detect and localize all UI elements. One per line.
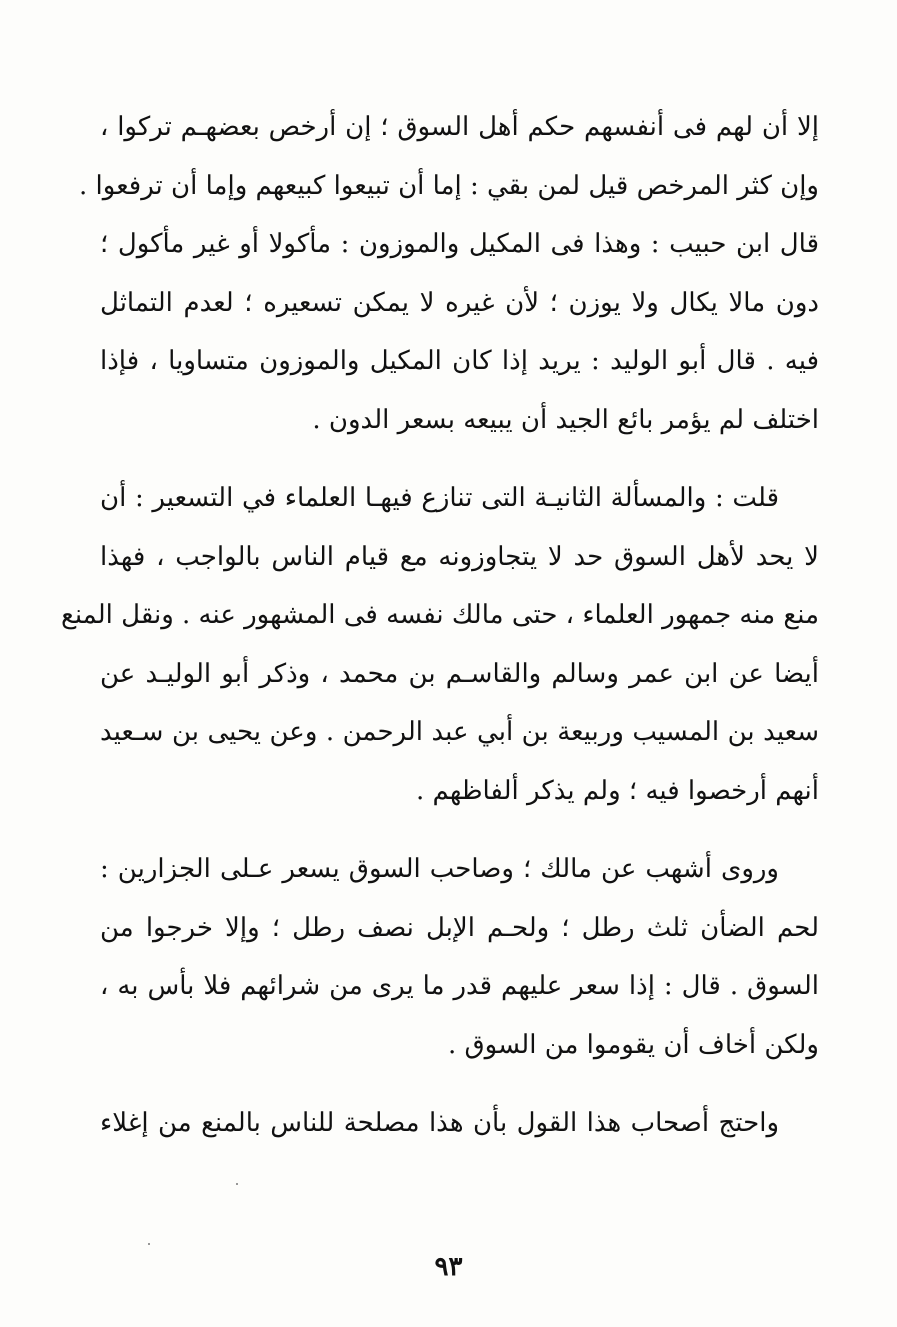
paragraph-2 [61,469,819,820]
text-line: قلت : والمسألة الثانيـة التى تنازع فيهـا العلماء في التسعير : أن [100,483,779,513]
text-line: لا يحد لأهل السوق حد لا يتجاوزونه مع قيام الناس بالواجب ، فهذا [100,541,819,572]
text-line: إلا أن لهم فى أنفسهم حكم أهل السوق ؛ إن أرخص بعضهـم تركوا ، [100,112,819,142]
text-line: فيه . قال أبو الوليد : يريد إذا كان المكيل والموزون متساويا ، فإذا [100,346,819,376]
text-line: منع منه جمهور العلماء ، حتى مالك نفسه فى المشهور عنه . ونقل المنع [61,600,819,630]
text-line: وإن كثر المرخص قيل لمن بقي : إما أن تبيعوا كبيعهم وإما أن ترفعوا . [79,170,819,201]
paragraph-4 [100,1094,819,1153]
text-line: واحتج أصحاب هذا القول بأن هذا مصلحة للناس بالمنع من إغلاء [100,1108,779,1138]
text-line: اختلف لم يؤمر بائع الجيد أن يبيعه بسعر الدون . [312,404,819,435]
text-line: أيضا عن ابن عمر وسالم والقاسـم بن محمد ، وذكر أبو الوليـد عن [100,658,819,689]
text-line: دون مالا يكال ولا يوزن ؛ لأن غيره لا يمكن تسعيره ؛ لعدم التماثل [100,287,819,318]
text-line: ولكن أخاف أن يقوموا من السوق . [447,1029,819,1060]
text-line: سعيد بن المسيب وربيعة بن أبي عبد الرحمن . وعن يحيى بن سـعيد [100,717,819,747]
body-text [61,98,819,1153]
text-line: قال ابن حبيب : وهذا فى المكيل والموزون : مأكولا أو غير مأكول ؛ [100,229,819,259]
page-number: ٩٣ [434,1252,463,1282]
scan-speck [148,1243,150,1245]
paragraph-gap [100,1074,819,1094]
text-line: أنهم أرخصوا فيه ؛ ولم يذكر ألفاظهم . [416,775,819,806]
paragraph-1 [79,98,819,449]
scan-speck [236,1183,238,1185]
paragraph-3 [100,840,819,1074]
paragraph-gap [100,820,819,840]
text-line: لحم الضأن ثلث رطل ؛ ولحـم الإبل نصف رطل ؛ وإلا خرجوا من [100,912,819,943]
text-line: وروى أشهب عن مالك ؛ وصاحب السوق يسعر عـلى الجزارين : [100,854,779,884]
text-line: السوق . قال : إذا سعر عليهم قدر ما يرى من شرائهم فلا بأس به ، [100,971,819,1001]
paragraph-gap [100,449,819,469]
